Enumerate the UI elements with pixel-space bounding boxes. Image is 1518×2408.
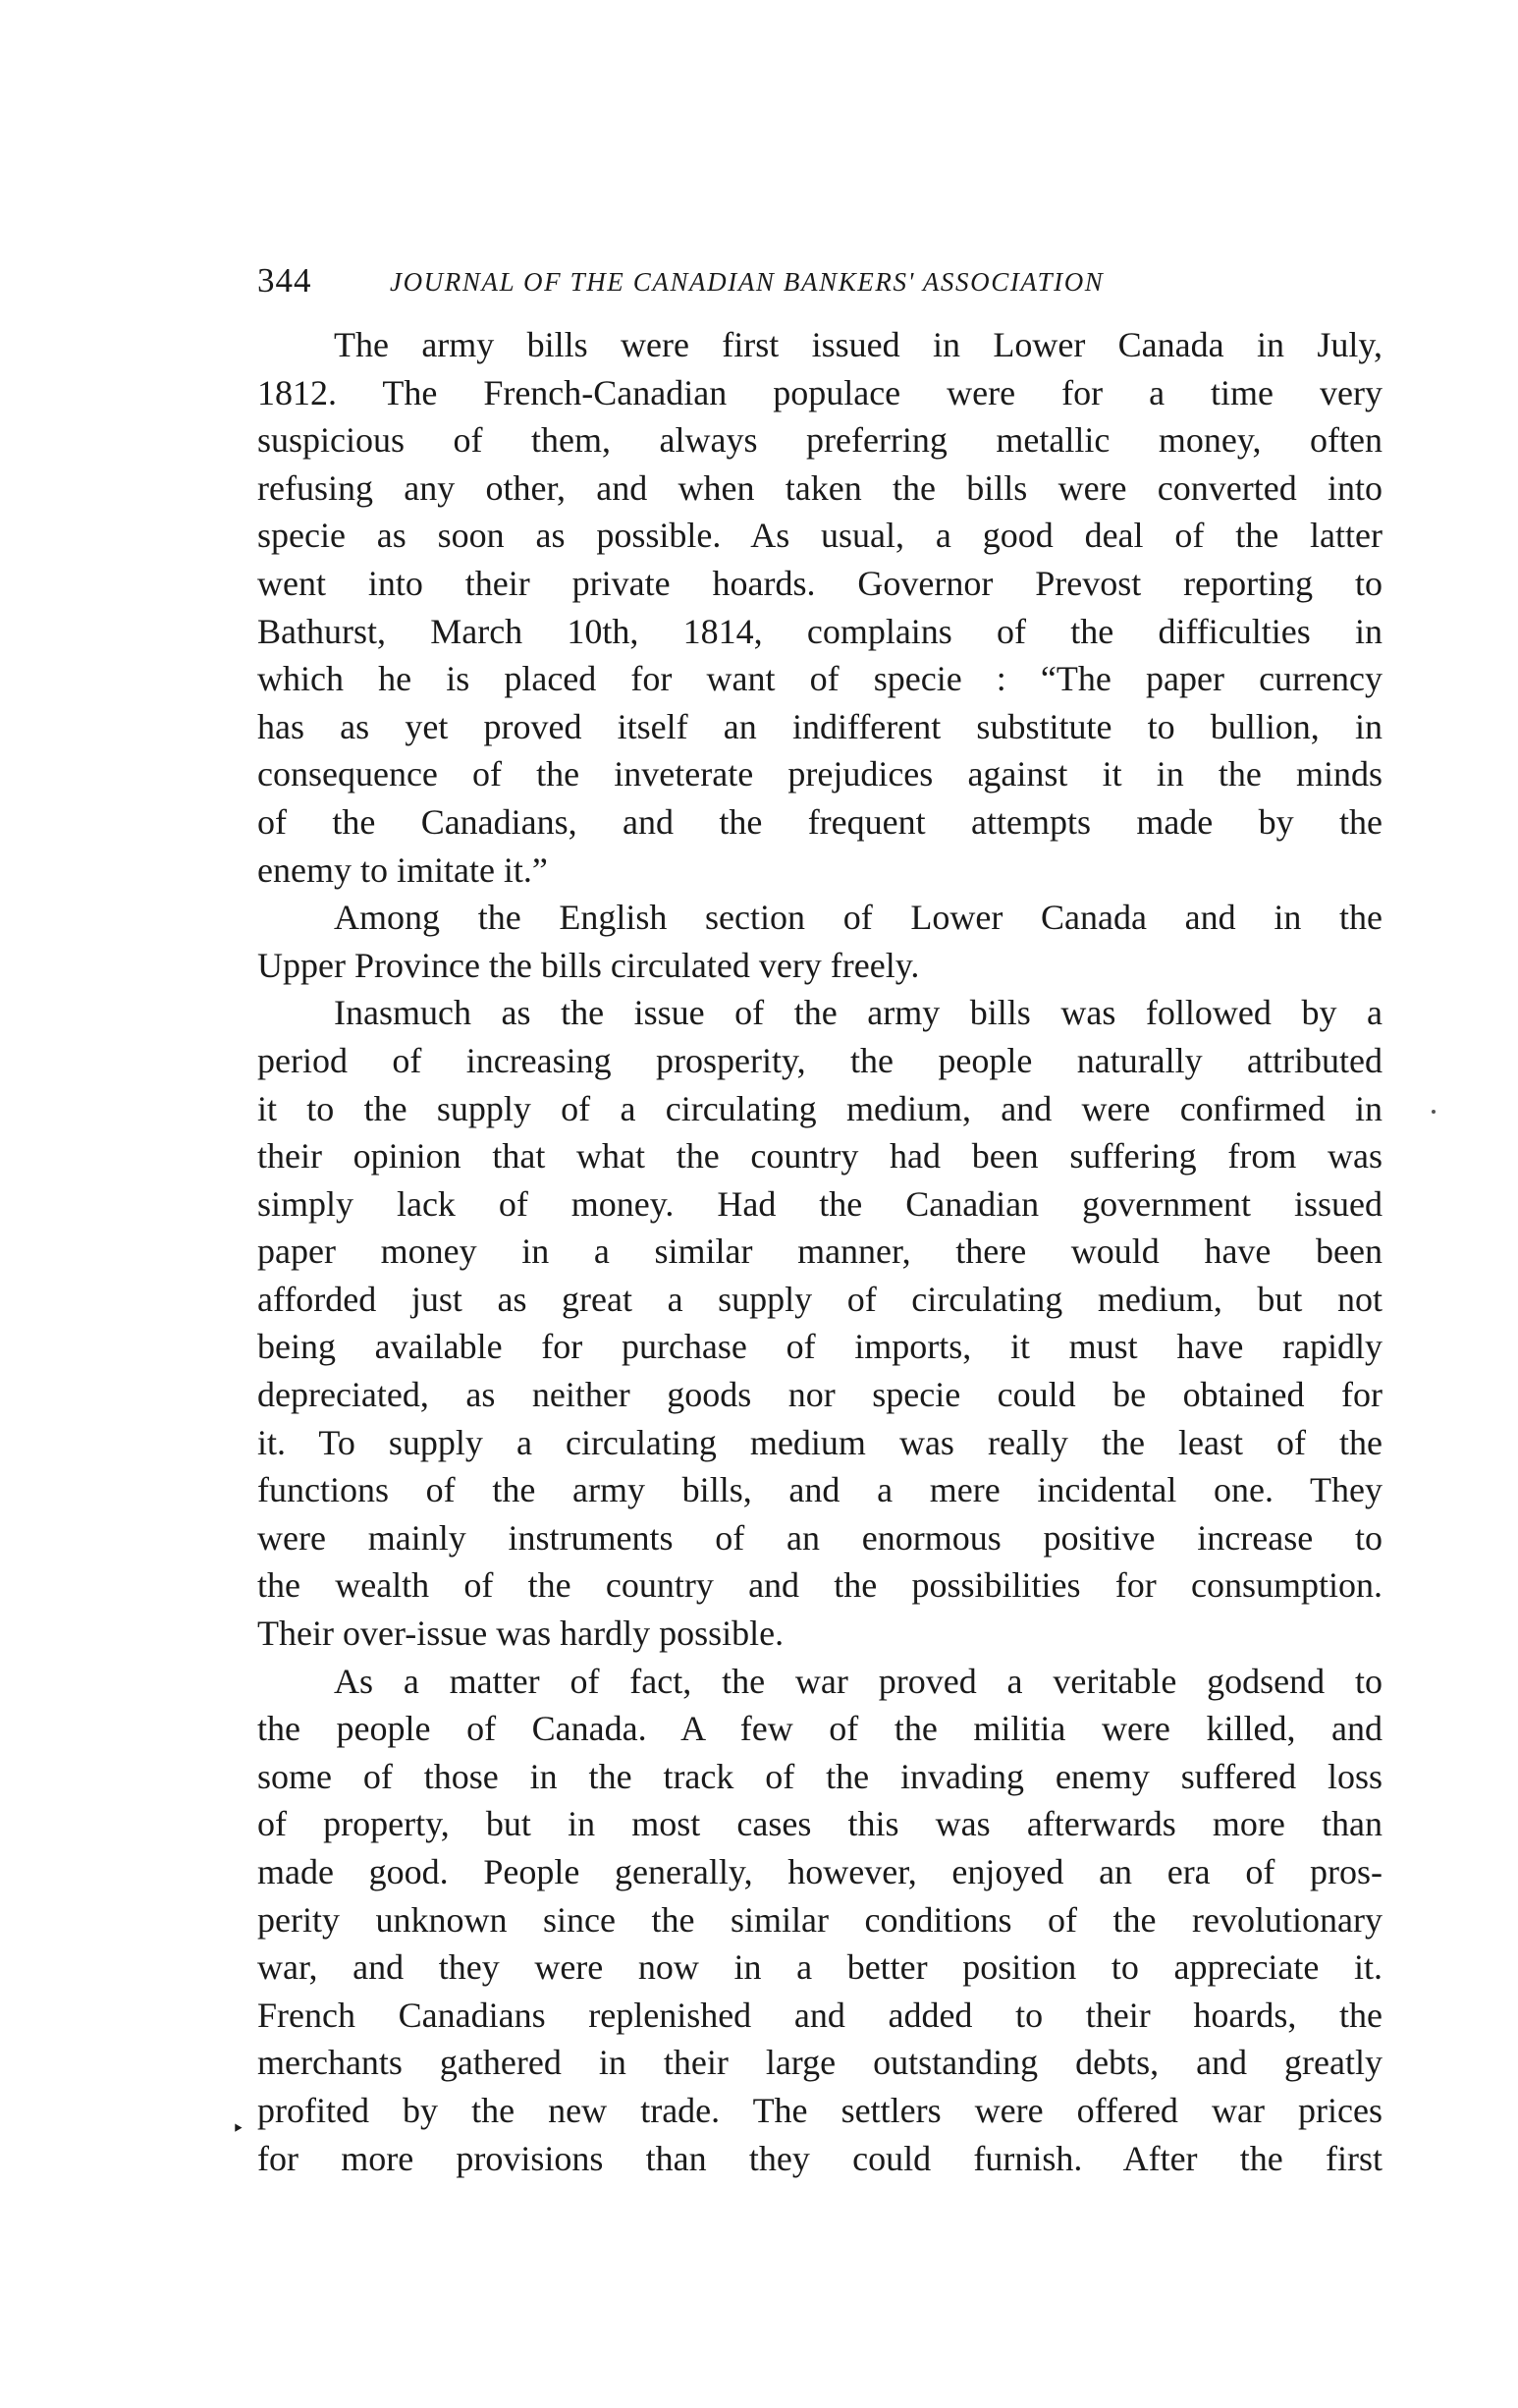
body-text [257, 321, 1382, 2182]
journal-title: JOURNAL OF THE CANADIAN BANKERS' ASSOCIATION [390, 267, 1105, 297]
text-line: simply lack of money. Had the Canadian government issued [257, 1183, 1382, 1224]
text-line: being available for purchase of imports, it must have rapidly [257, 1327, 1382, 1367]
text-line: depreciated, as neither goods nor specie could be obtained for [257, 1375, 1382, 1415]
text-line: French Canadians replenished and added to their hoards, the [257, 1995, 1382, 2035]
margin-dot-icon [1432, 1110, 1436, 1114]
text-line: perity unknown since the similar conditions of the revolutionary [257, 1899, 1382, 1940]
paragraph-2 [257, 894, 1382, 989]
text-line: of property, but in most cases this was afterwards more than [257, 1804, 1382, 1844]
text-line: has as yet proved itself an indifferent substitute to bullion, in [257, 706, 1382, 746]
text-line: paper money in a similar manner, there would have been [257, 1231, 1382, 1272]
text-line: war, and they were now in a better position to appreciate it. [257, 1947, 1382, 1988]
text-line: Inasmuch as the issue of the army bills was followed by a [334, 993, 1382, 1033]
text-line: the people of Canada. A few of the militia were killed, and [257, 1709, 1382, 1749]
text-line: period of increasing prosperity, the people naturally attributed [257, 1040, 1382, 1080]
text-line: enemy to imitate it.” [257, 849, 548, 890]
text-line: it. To supply a circulating medium was really the least of the [257, 1422, 1382, 1462]
text-line: Among the English section of Lower Canada and in the [334, 898, 1382, 938]
text-line: some of those in the track of the invading enemy suffered loss [257, 1756, 1382, 1796]
text-line: for more provisions than they could furnish. After the first [257, 2138, 1382, 2178]
text-line: merchants gathered in their large outstanding debts, and greatly [257, 2043, 1382, 2083]
text-line: consequence of the inveterate prejudices against it in the minds [257, 754, 1382, 794]
paragraph-1 [257, 321, 1382, 894]
text-line: the wealth of the country and the possibilities for consumption. [257, 1565, 1382, 1606]
text-line: suspicious of them, always preferring metallic money, often [257, 420, 1382, 461]
paragraph-3 [257, 989, 1382, 1657]
text-line: their opinion that what the country had been suffering from was [257, 1136, 1382, 1177]
text-line: refusing any other, and when taken the bills were converted into [257, 467, 1382, 508]
page-number: 344 [257, 261, 312, 300]
text-line: it to the supply of a circulating medium, and were confirmed in [257, 1088, 1382, 1128]
text-line: which he is placed for want of specie : “The paper currency [257, 659, 1382, 699]
text-line: As a matter of fact, the war proved a veritable godsend to [334, 1661, 1382, 1701]
text-line: Upper Province the bills circulated very freely. [257, 945, 920, 985]
margin-mark-icon: ‣ [232, 2116, 244, 2141]
text-line: of the Canadians, and the frequent attempts made by the [257, 801, 1382, 842]
text-line: profited by the new trade. The settlers were offered war prices [257, 2090, 1382, 2130]
text-line: were mainly instruments of an enormous positive increase to [257, 1517, 1382, 1558]
text-line: functions of the army bills, and a mere incidental one. They [257, 1470, 1382, 1510]
text-line: The army bills were first issued in Lower Canada in July, [334, 325, 1382, 364]
running-head [257, 257, 1384, 316]
text-line: specie as soon as possible. As usual, a good deal of the latter [257, 516, 1382, 556]
text-line: made good. People generally, however, enjoyed an era of pros- [257, 1852, 1382, 1891]
text-line: Bathurst, March 10th, 1814, complains of the difficulties in [257, 611, 1382, 651]
text-line: Their over-issue was hardly possible. [257, 1614, 785, 1654]
text-line: afforded just as great a supply of circulating medium, but not [257, 1279, 1382, 1319]
paragraph-4 [257, 1658, 1382, 2183]
text-line: 1812. The French-Canadian populace were for a time very [257, 372, 1382, 412]
text-line: went into their private hoards. Governor Prevost reporting to [257, 563, 1382, 603]
